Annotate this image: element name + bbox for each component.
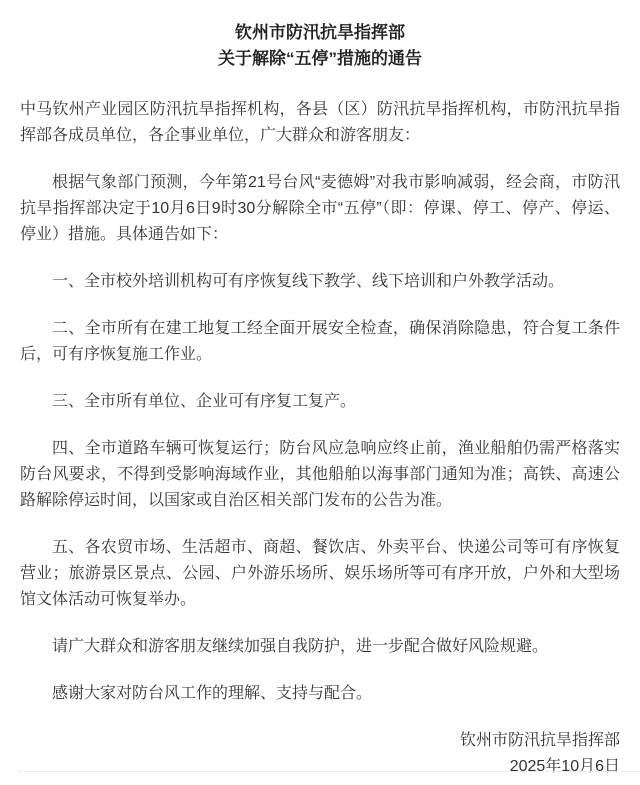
signature-issuer: 钦州市防汛抗旱指挥部 [459,732,620,749]
notice-title-line1: 钦州市防汛抗旱指挥部 [235,23,405,42]
notice-title [20,20,620,72]
paragraph-item-3: 三、全市所有单位、企业可有序复工复产。 [52,393,357,410]
paragraph-item-4: 四、全市道路车辆可恢复运行；防台风应急响应终止前，渔业船舶仍需严格落实防台风要求，不得到受影响海域作业，其他船舶以海事部门通知为准；高铁、高速公路解除停运时间，以国家或自治区相关部门发布的公告为准。 [20,440,620,509]
paragraph-closing-protect: 请广大群众和游客朋友继续加强自我防护，进一步配合做好风险规避。 [52,638,549,655]
paragraph-item-5: 五、各农贸市场、生活超市、商超、餐饮店、外卖平台、快递公司等可有序恢复营业；旅游景区景点、公园、户外游乐场所、娱乐场所等可有序开放，户外和大型场馆文体活动可恢复举办。 [20,539,620,608]
paragraph-intro: 根据气象部门预测，今年第21号台风“麦德姆”对我市影响减弱，经会商，市防汛抗旱指挥部决定于10月6日9时30分解除全市“五停”（即：停课、停工、停产、停运、停业）措施。具体通告如下： [20,174,620,243]
signature-block [20,728,620,780]
paragraph-closing-thanks: 感谢大家对防台风工作的理解、支持与配合。 [52,685,373,702]
paragraph-item-2: 二、全市所有在建工地复工经全面开展安全检查，确保消除隐患，符合复工条件后，可有序恢复施工作业。 [20,320,620,363]
salutation-paragraph: 中马钦州产业园区防汛抗旱指挥机构，各县（区）防汛抗旱指挥机构，市防汛抗旱指挥部各成员单位，各企事业单位，广大群众和游客朋友： [20,101,620,144]
bottom-divider [18,771,640,772]
paragraph-item-1: 一、全市校外培训机构可有序恢复线下教学、线下培训和户外教学活动。 [52,273,565,290]
notice-title-line2: 关于解除“五停”措施的通告 [218,49,422,68]
signature-date: 2025年10月6日 [509,758,620,775]
